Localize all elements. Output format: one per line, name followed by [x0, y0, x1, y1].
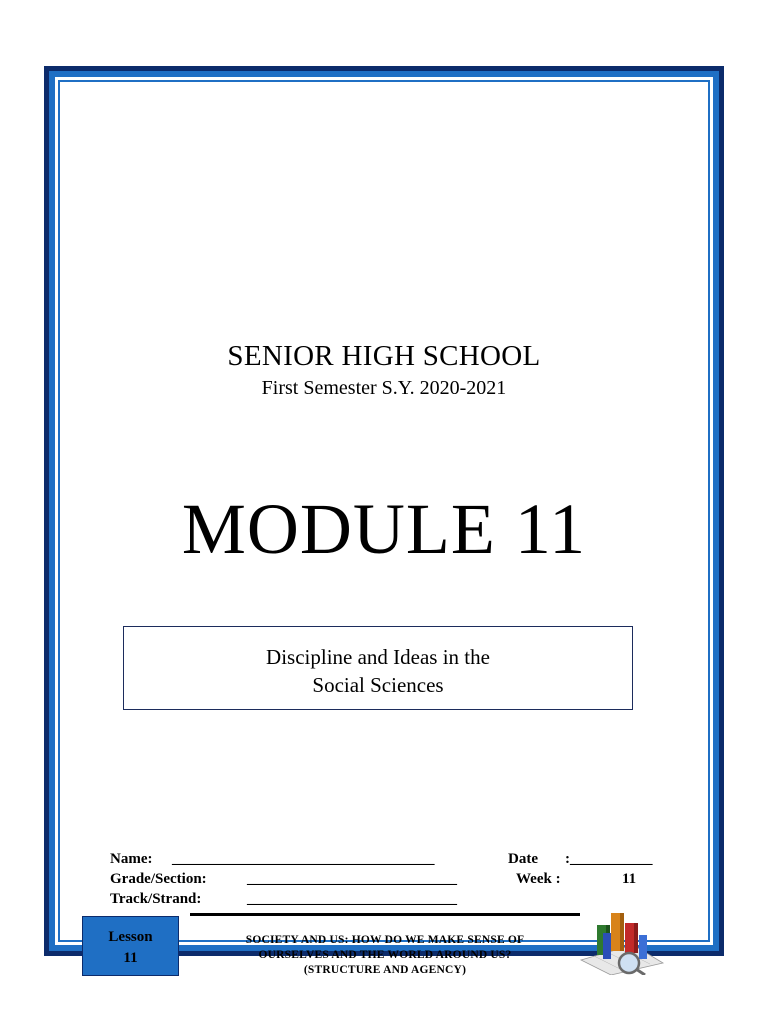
grade-section-field[interactable]: ____________________________	[247, 871, 457, 887]
week-label: Week :	[516, 871, 561, 887]
lesson-label: Lesson	[108, 929, 153, 945]
name-field[interactable]: ___________________________________	[172, 851, 435, 867]
module-title: MODULE 11	[181, 489, 587, 569]
lesson-title-line-3: (STRUCTURE AND AGENCY)	[303, 964, 467, 976]
lesson-title-rule	[190, 913, 580, 916]
track-strand-label: Track/Strand:	[110, 891, 202, 907]
week-value: 11	[622, 871, 637, 887]
semester-text: First Semester S.Y. 2020-2021	[261, 377, 507, 399]
student-info-form	[110, 849, 690, 909]
name-row	[110, 849, 690, 869]
name-label: Name:	[110, 851, 153, 867]
grade-section-label: Grade/Section:	[110, 871, 207, 887]
school-heading: SENIOR HIGH SCHOOL	[227, 340, 541, 372]
grade-row	[110, 869, 690, 889]
bar-chart-magnifier-icon	[573, 905, 668, 975]
lesson-title	[190, 933, 580, 978]
subject-box	[123, 626, 633, 710]
lesson-badge	[82, 916, 179, 976]
track-strand-field[interactable]: ____________________________	[247, 891, 457, 907]
subject-line-2: Social Sciences	[312, 673, 444, 697]
lesson-number: 11	[123, 950, 138, 966]
date-label: Date	[508, 851, 538, 867]
lesson-title-line-1: SOCIETY AND US: HOW DO WE MAKE SENSE OF	[245, 934, 525, 946]
subject-line-1: Discipline and Ideas in the	[266, 645, 490, 669]
date-field[interactable]: :___________	[565, 851, 653, 867]
lesson-title-line-2: OURSELVES AND THE WORLD AROUND US?	[258, 949, 512, 961]
